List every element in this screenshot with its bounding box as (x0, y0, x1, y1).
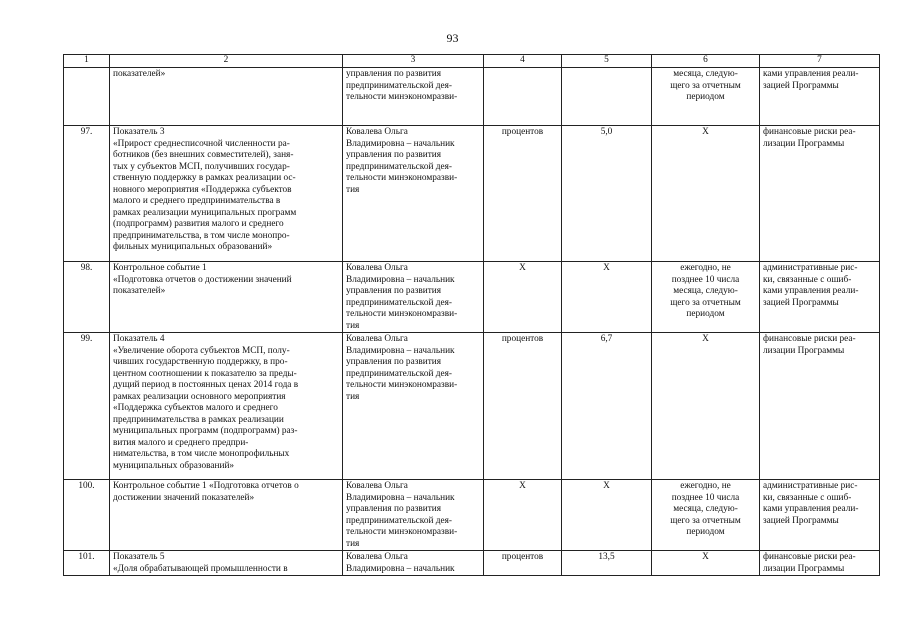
value-cell: Х (562, 262, 652, 333)
risks-cell: финансовые риски реа- лизации Программы (760, 333, 880, 480)
table-row (64, 262, 880, 333)
indicator-name: Контрольное событие 1 «Подготовка отчетов о достижении значений показателей» (110, 262, 343, 333)
responsible-person: Ковалева Ольга Владимировна – начальник управления по развития предпринимательской дея- тельности минэкономразви- тия (343, 126, 484, 262)
indicator-name: Показатель 4 «Увеличение оборота субъектов МСП, полу- чивших государственную поддержку, в про- центном соотношении к показателю за преды- дущий период в постоянных ценах 2014 года в рамках реализации основного мероприятия «Поддержка субъектов малого и среднего предпринимательства в рамках реализации муниципальных программ (подпрограмм) раз- вития малого и среднего предпри- нимательства, в том числе монопрофильных муниципальных образований» (110, 333, 343, 480)
indicator-name: Показатель 5 «Доля обрабатывающей промышленности в (110, 551, 343, 576)
unit-cell (484, 68, 562, 126)
risks-cell: административные рис- ки, связанные с ошиб- ками управления реали- зацией Программы (760, 480, 880, 551)
indicator-name: Контрольное событие 1 «Подготовка отчетов о достижении значений показателей» (110, 480, 343, 551)
indicator-name: показателей» (110, 68, 343, 126)
header-row (64, 55, 880, 68)
deadline-cell: ежегодно, не позднее 10 числа месяца, следую- щего за отчетным периодом (652, 262, 760, 333)
row-number: 99. (64, 333, 110, 480)
risks-cell: административные рис- ки, связанные с ошиб- ками управления реали- зацией Программы (760, 262, 880, 333)
unit-cell: Х (484, 262, 562, 333)
column-header: 6 (652, 55, 760, 68)
responsible-person: Ковалева Ольга Владимировна – начальник управления по развития предпринимательской дея- тельности минэкономразви- тия (343, 262, 484, 333)
column-header: 7 (760, 55, 880, 68)
risks-cell: финансовые риски реа- лизации Программы (760, 551, 880, 576)
table-row (64, 68, 880, 126)
row-number: 101. (64, 551, 110, 576)
unit-cell: процентов (484, 333, 562, 480)
table-row (64, 480, 880, 551)
page-number: 93 (446, 31, 459, 45)
value-cell: 6,7 (562, 333, 652, 480)
column-header: 4 (484, 55, 562, 68)
risks-cell: ками управления реали- зацией Программы (760, 68, 880, 126)
table-row (64, 551, 880, 576)
unit-cell: Х (484, 480, 562, 551)
indicators-table (63, 54, 880, 576)
value-cell: Х (562, 480, 652, 551)
column-header: 3 (343, 55, 484, 68)
column-header: 1 (64, 55, 110, 68)
deadline-cell: ежегодно, не позднее 10 числа месяца, следую- щего за отчетным периодом (652, 480, 760, 551)
responsible-person: Ковалева Ольга Владимировна – начальник управления по развития предпринимательской дея- тельности минэкономразви- тия (343, 333, 484, 480)
indicator-name: Показатель 3 «Прирост среднесписочной численности ра- ботников (без внешних совместителей), заня- тых у субъектов МСП, получивших государ- ственную поддержку в рамках реализации ос- новного мероприятия «Поддержка субъектов малого и среднего предпринимательства в рамках реализации муниципальных программ (подпрограмм) развития малого и среднего предпринимательства, в том числе монопро- фильных муниципальных образований» (110, 126, 343, 262)
table-row (64, 126, 880, 262)
row-number: 100. (64, 480, 110, 551)
deadline-cell: месяца, следую- щего за отчетным периодом (652, 68, 760, 126)
deadline-cell: Х (652, 551, 760, 576)
responsible-person: Ковалева Ольга Владимировна – начальник (343, 551, 484, 576)
deadline-cell: Х (652, 126, 760, 262)
responsible-person: управления по развития предпринимательской дея- тельности минэкономразви- (343, 68, 484, 126)
table-row (64, 333, 880, 480)
column-header: 2 (110, 55, 343, 68)
responsible-person: Ковалева Ольга Владимировна – начальник управления по развития предпринимательской дея- тельности минэкономразви- тия (343, 480, 484, 551)
value-cell: 5,0 (562, 126, 652, 262)
row-number: 98. (64, 262, 110, 333)
unit-cell: процентов (484, 551, 562, 576)
value-cell (562, 68, 652, 126)
column-header: 5 (562, 55, 652, 68)
value-cell: 13,5 (562, 551, 652, 576)
deadline-cell: Х (652, 333, 760, 480)
row-number: 97. (64, 126, 110, 262)
unit-cell: процентов (484, 126, 562, 262)
row-number (64, 68, 110, 126)
risks-cell: финансовые риски реа- лизации Программы (760, 126, 880, 262)
